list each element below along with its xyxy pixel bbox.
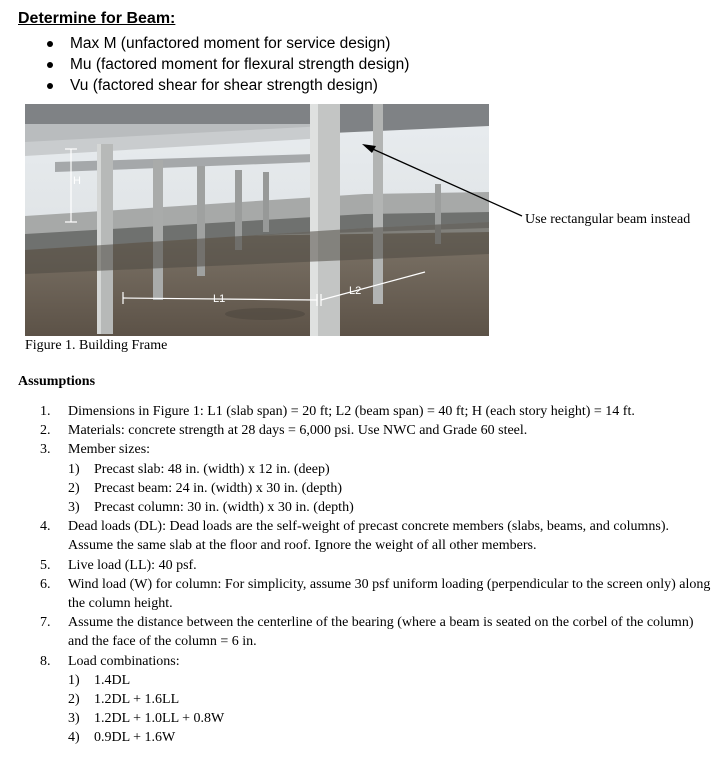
sub-item — [68, 690, 712, 709]
l1-dimension-label: L1 — [213, 293, 226, 305]
l2-dimension-label: L2 — [349, 285, 362, 297]
sub-text: Precast beam: 24 in. (width) x 30 in. (depth) — [94, 480, 343, 496]
figure-caption: Figure 1. Building Frame — [25, 338, 168, 353]
item-text: Dead loads (DL): Dead loads are the self-weight of precast concrete members (slabs, beams, and columns). Assume the same slab at the floor and roof. Ignore the weight of all other members. — [68, 519, 670, 554]
sub-number: 2) — [68, 480, 80, 496]
page-heading: Determine for Beam: — [18, 10, 176, 27]
item-number: 8. — [40, 653, 51, 669]
sub-item — [68, 460, 712, 479]
sub-item — [68, 728, 712, 747]
requirement-text: Mu (factored moment for flexural strength design) — [70, 56, 410, 73]
item-text: Wind load (W) for column: For simplicity, assume 30 psf uniform loading (perpendicular to the screen only) along the column height. — [68, 576, 711, 612]
item-number: 5. — [40, 557, 51, 573]
item-text: Materials: concrete strength at 28 days = 6,000 psi. Use NWC and Grade 60 steel. — [68, 423, 528, 439]
item-number: 4. — [40, 519, 51, 535]
sub-text: Precast slab: 48 in. (width) x 12 in. (deep) — [94, 461, 330, 477]
sub-text: 1.2DL + 1.6LL — [94, 692, 180, 708]
list-item — [40, 33, 409, 54]
item-text: Dimensions in Figure 1: L1 (slab span) = 20 ft; L2 (beam span) = 40 ft; H (each story height) = 14 ft. — [68, 404, 635, 419]
sub-item — [68, 498, 712, 517]
list-item — [40, 517, 712, 555]
list-item — [40, 652, 712, 748]
sub-number: 2) — [68, 692, 80, 708]
requirement-text: Vu (factored shear for shear strength design) — [70, 77, 378, 94]
sub-text: 0.9DL + 1.6W — [94, 730, 176, 746]
sub-item — [68, 709, 712, 728]
callout-note: Use rectangular beam instead — [525, 212, 691, 227]
item-number: 6. — [40, 576, 51, 592]
sub-number: 3) — [68, 500, 80, 516]
sub-text: 1.2DL + 1.0LL + 0.8W — [94, 711, 225, 727]
item-number: 2. — [40, 423, 51, 439]
building-frame-photo — [25, 104, 489, 336]
bullet-icon — [47, 41, 53, 47]
item-text: Assume the distance between the centerline of the bearing (where a beam is seated on the corbel of the column) and the face of the column = 6 in. — [68, 615, 694, 650]
list-item — [40, 556, 712, 575]
sub-number: 3) — [68, 711, 80, 727]
list-item — [40, 402, 712, 421]
item-number: 3. — [40, 442, 51, 458]
list-item — [40, 440, 712, 517]
list-item — [40, 613, 712, 651]
assumptions-heading: Assumptions — [18, 374, 96, 389]
list-item — [40, 54, 409, 75]
item-text: Member sizes: — [68, 442, 151, 458]
sub-item — [68, 479, 712, 498]
bullet-icon — [47, 83, 53, 89]
sub-number: 1) — [68, 672, 80, 688]
assumptions-list — [40, 402, 712, 748]
item-number: 7. — [40, 615, 51, 631]
item-text: Load combinations: — [68, 653, 180, 669]
h-dimension-label: H — [73, 175, 81, 187]
item-number: 1. — [40, 404, 51, 419]
bullet-icon — [47, 62, 53, 68]
item-text: Live load (LL): 40 psf. — [68, 557, 197, 573]
sub-number: 4) — [68, 730, 80, 746]
list-item — [40, 575, 712, 613]
sub-text: Precast column: 30 in. (width) x 30 in. (depth) — [94, 500, 354, 516]
list-item — [40, 75, 409, 96]
sub-text: 1.4DL — [94, 672, 131, 688]
requirements-list — [40, 33, 409, 96]
requirement-text: Max M (unfactored moment for service design) — [70, 35, 391, 52]
sub-number: 1) — [68, 461, 80, 477]
list-item — [40, 421, 712, 440]
sub-item — [68, 671, 712, 690]
